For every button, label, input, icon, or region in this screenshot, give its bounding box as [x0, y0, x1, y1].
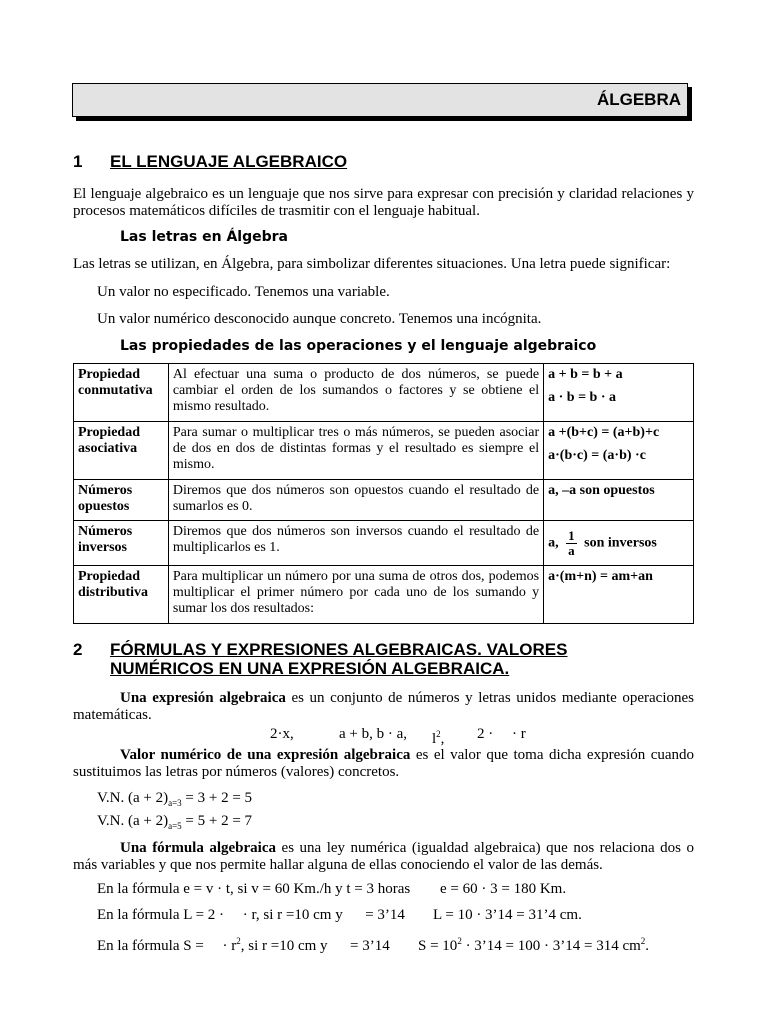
property-name: Propiedad conmutativa	[74, 364, 169, 422]
formula-text: En la fórmula S = · r	[97, 938, 237, 954]
numeric-value-definition	[73, 747, 694, 781]
property-name: Números opuestos	[74, 480, 169, 521]
subheading-letters: Las letras en Álgebra	[120, 229, 288, 245]
fraction-denominator: a	[568, 543, 575, 558]
header-box	[72, 83, 688, 117]
formula-def-text: es una ley numérica (igualdad algebraica) que nos relaciona dos o más variables y que nos permite hallar alguna de ellas conociendo el valor de las demás.	[73, 840, 694, 873]
example-line: a + b = b + a	[548, 367, 623, 382]
example-line: a·(b·c) = (a·b) ·c	[548, 448, 646, 463]
section-1-number: 1	[73, 152, 83, 171]
expression-example: a + b, b · a,	[339, 726, 408, 742]
letters-text: Las letras se utilizan, en Álgebra, para simbolizar diferentes situaciones. Una letra puede significar:	[73, 256, 671, 272]
property-description: Para multiplicar un número por una suma de otros dos, podemos multiplicar el primer número por cada uno de los sumando y sumar los dos resultados:	[168, 566, 543, 624]
term-numeric-value: Valor numérico de una expresión algebraica	[120, 747, 411, 763]
property-description: Para sumar o multiplicar tres o más números, se pueden asociar de dos en dos de distintas formas y el resultado es siempre el mismo.	[168, 422, 543, 480]
exponent: 2	[457, 936, 462, 946]
numeric-value-def-text: es el valor que toma dicha expresión cuando sustituimos las letras por números (valores) concretos.	[73, 747, 695, 780]
exponent: 2	[236, 936, 241, 946]
formula-result-2: L = 10 · 3’14 = 31’4 cm.	[433, 907, 582, 923]
vn-subscript: a=3	[168, 798, 182, 808]
formula-text: , si r =10 cm y = 3’14	[240, 938, 390, 954]
expression-definition	[73, 690, 694, 724]
section-2-title-line1: FÓRMULAS Y EXPRESIONES ALGEBRAICAS. VALORES	[110, 640, 568, 659]
term-formula: Una fórmula algebraica	[120, 840, 277, 856]
property-example	[544, 521, 694, 566]
formula-example-2: En la fórmula L = 2 · · r, si r =10 cm y = 3’14	[97, 907, 405, 923]
property-name: Propiedad asociativa	[74, 422, 169, 480]
vn-expression: V.N. (a + 2)	[97, 813, 169, 829]
table-row	[74, 364, 694, 422]
property-example: a·(m+n) = am+an	[544, 566, 694, 624]
subheading-properties: Las propiedades de las operaciones y el lenguaje algebraico	[120, 338, 597, 354]
term-expression: Una expresión algebraica	[120, 690, 286, 706]
property-example	[544, 364, 694, 422]
formula-result-1: e = 60 · 3 = 180 Km.	[440, 881, 567, 897]
property-example	[544, 422, 694, 480]
example-line: a +(b+c) = (a+b)+c	[548, 425, 660, 440]
formula-text: · 3’14 = 100 · 3’14 = 314 cm	[461, 938, 641, 954]
vn-result: = 3 + 2 = 5	[181, 790, 253, 806]
section-1-title: EL LENGUAJE ALGEBRAICO	[110, 152, 348, 171]
table-row	[74, 480, 694, 521]
vn-expression: V.N. (a + 2)	[97, 790, 169, 806]
property-description: Al efectuar una suma o producto de dos números, se puede cambiar el orden de los sumandos o factores y se obtiene el mismo resultado.	[168, 364, 543, 422]
formula-example-1: En la fórmula e = v · t, si v = 60 Km./h y t = 3 horas	[97, 881, 411, 897]
section-2-title-line2: NUMÉRICOS EN UNA EXPRESIÓN ALGEBRAICA.	[110, 659, 510, 678]
expression-example: 2·x,	[270, 726, 294, 742]
page-title: ÁLGEBRA	[596, 90, 681, 109]
property-description: Diremos que dos números son inversos cuando el resultado de multiplicarlos es 1.	[168, 521, 543, 566]
vn-result: = 5 + 2 = 7	[181, 813, 253, 829]
letters-item-variable: Un valor no especificado. Tenemos una variable.	[97, 284, 390, 300]
formula-text: .	[645, 938, 650, 954]
fraction-numerator: 1	[568, 528, 575, 543]
table-row	[74, 422, 694, 480]
fraction	[566, 529, 577, 558]
example-line: a · b = b · a	[548, 390, 617, 405]
section-2-number: 2	[73, 640, 83, 659]
vn-subscript: a=5	[168, 821, 182, 831]
section-1-intro: El lenguaje algebraico es un lenguaje que nos sirve para expresar con precisión y claridad relaciones y procesos matemáticos difíciles de trasmitir con el lenguaje habitual.	[73, 186, 694, 219]
formula-example-3	[97, 933, 390, 955]
property-description: Diremos que dos números son opuestos cuando el resultado de sumarlos es 0.	[168, 480, 543, 521]
property-name: Propiedad distributiva	[74, 566, 169, 624]
property-name: Números inversos	[74, 521, 169, 566]
expression-tail: ,	[440, 731, 445, 747]
formula-text: S = 10	[418, 938, 458, 954]
formula-result-3	[418, 933, 649, 955]
expression-def-text: es un conjunto de números y letras unidos mediante operaciones matemáticas.	[73, 690, 695, 723]
numeric-value-example-2	[97, 813, 252, 835]
table-row	[74, 566, 694, 624]
exponent: 2	[436, 729, 441, 739]
example-suffix: son inversos	[584, 535, 657, 551]
example-prefix: a,	[548, 535, 559, 551]
exponent: 2	[640, 936, 646, 946]
properties-table	[73, 363, 694, 624]
expression-base: l	[432, 731, 437, 747]
expression-example: 2 · · r	[477, 726, 526, 742]
property-example: a, –a son opuestos	[544, 480, 694, 521]
numeric-value-example-1	[97, 790, 252, 812]
table-row	[74, 521, 694, 566]
expression-example	[432, 726, 444, 748]
formula-definition	[73, 840, 694, 874]
letters-item-unknown: Un valor numérico desconocido aunque concreto. Tenemos una incógnita.	[97, 311, 542, 327]
